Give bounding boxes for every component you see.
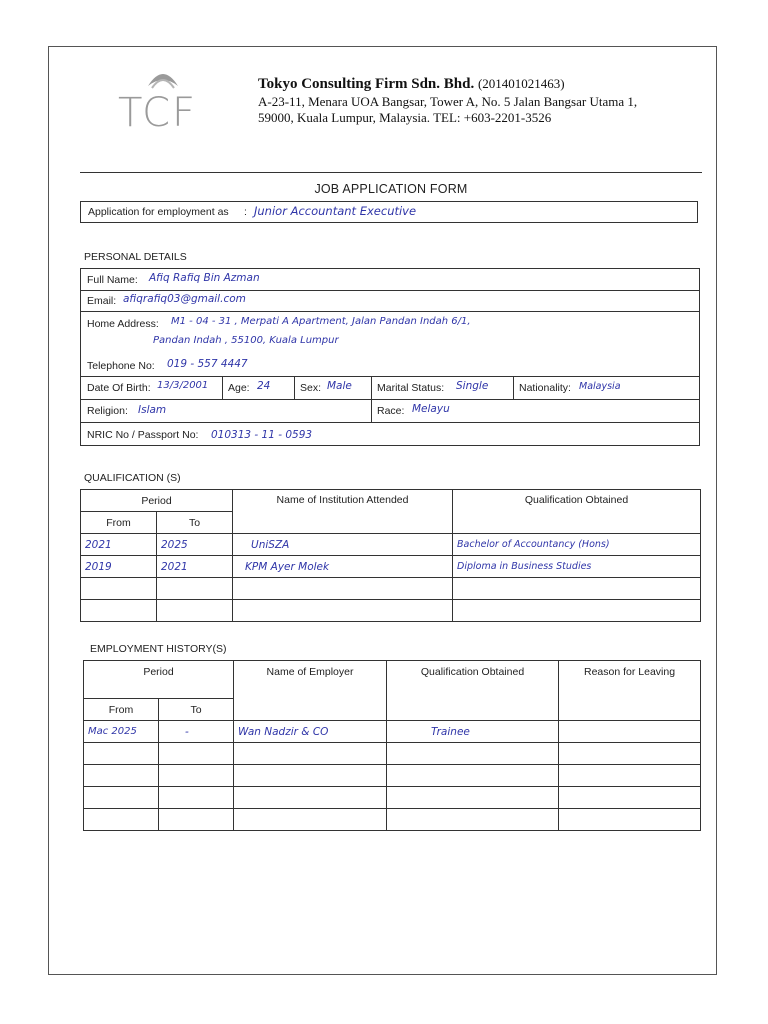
qualification-table (80, 489, 701, 622)
qual-header-period: Period (81, 490, 233, 512)
personal-details-title: PERSONAL DETAILS (84, 251, 187, 263)
race-label: Race: (377, 405, 405, 417)
nationality-label: Nationality: (519, 382, 571, 394)
table-row (81, 556, 701, 578)
full-name-value[interactable]: Afiq Rafiq Bin Azman (149, 272, 260, 284)
application-position-value[interactable]: Junior Accountant Executive (254, 204, 417, 218)
telephone-label: Telephone No: (87, 360, 155, 372)
emp-from-cell[interactable] (84, 743, 159, 765)
qual-to-cell[interactable]: 2021 (157, 556, 233, 578)
company-logo (118, 64, 208, 136)
emp-reason-cell[interactable] (559, 721, 701, 743)
emp-qualification-cell[interactable] (387, 743, 559, 765)
religion-value[interactable]: Islam (138, 404, 167, 416)
pd-vdivider-sex (371, 376, 372, 422)
nric-value[interactable]: 010313 - 11 - 0593 (211, 429, 313, 441)
company-name-text: Tokyo Consulting Firm Sdn. Bhd. (258, 76, 475, 92)
emp-from-cell[interactable]: Mac 2025 (84, 721, 159, 743)
qual-to-cell[interactable] (157, 600, 233, 622)
telephone-value[interactable]: 019 - 557 4447 (167, 358, 248, 370)
emp-header-period: Period (84, 661, 234, 699)
qualification-header-row (81, 490, 701, 512)
marital-status-label: Marital Status: (377, 382, 445, 394)
qual-institution-cell[interactable]: KPM Ayer Molek (233, 556, 453, 578)
table-row (84, 743, 701, 765)
pd-divider-2 (81, 311, 699, 312)
qual-qualification-cell[interactable] (453, 600, 701, 622)
qual-institution-cell[interactable] (233, 578, 453, 600)
full-name-label: Full Name: (87, 274, 138, 286)
emp-employer-cell[interactable] (234, 743, 387, 765)
company-name (258, 76, 565, 93)
qual-from-cell[interactable]: 2021 (81, 534, 157, 556)
emp-to-cell[interactable]: - (159, 721, 234, 743)
company-address-line1: A-23-11, Menara UOA Bangsar, Tower A, No. 5 Jalan Bangsar Utama 1, (258, 94, 638, 109)
personal-details-box (80, 268, 700, 446)
emp-employer-cell[interactable] (234, 787, 387, 809)
qual-institution-cell[interactable]: UniSZA (233, 534, 453, 556)
table-row (84, 809, 701, 831)
nationality-value[interactable]: Malaysia (579, 381, 621, 392)
logo-text: TCF (118, 90, 198, 136)
home-address-label: Home Address: (87, 318, 159, 330)
table-row (81, 600, 701, 622)
emp-header-qualification: Qualification Obtained (387, 661, 559, 721)
qualification-title: QUALIFICATION (S) (84, 472, 181, 484)
emp-reason-cell[interactable] (559, 743, 701, 765)
emp-qualification-cell[interactable] (387, 809, 559, 831)
emp-from-cell[interactable] (84, 787, 159, 809)
qual-from-cell[interactable] (81, 600, 157, 622)
dob-label: Date Of Birth: (87, 382, 151, 394)
company-address (258, 94, 637, 126)
qual-to-cell[interactable] (157, 578, 233, 600)
qual-institution-cell[interactable] (233, 600, 453, 622)
qual-qualification-cell[interactable]: Diploma in Business Studies (453, 556, 701, 578)
qual-from-cell[interactable] (81, 578, 157, 600)
emp-reason-cell[interactable] (559, 809, 701, 831)
pd-divider-3 (81, 376, 699, 377)
pd-vdivider-marital (513, 376, 514, 399)
pd-vdivider-age (294, 376, 295, 399)
emp-reason-cell[interactable] (559, 765, 701, 787)
qual-header-from: From (81, 512, 157, 534)
age-value[interactable]: 24 (257, 380, 271, 392)
emp-qualification-cell[interactable] (387, 787, 559, 809)
table-row (81, 534, 701, 556)
form-title: JOB APPLICATION FORM (314, 182, 468, 196)
home-address-line1[interactable]: M1 - 04 - 31 , Merpati A Apartment, Jalan Pandan Indah 6/1, (171, 316, 471, 327)
application-position-box (80, 201, 698, 223)
application-colon: : (244, 206, 247, 218)
sex-value[interactable]: Male (327, 380, 352, 392)
emp-employer-cell[interactable]: Wan Nadzir & CO (234, 721, 387, 743)
emp-to-cell[interactable] (159, 787, 234, 809)
qual-header-to: To (157, 512, 233, 534)
nric-label: NRIC No / Passport No: (87, 429, 199, 441)
emp-reason-cell[interactable] (559, 787, 701, 809)
employment-header-row (84, 661, 701, 699)
qual-header-institution: Name of Institution Attended (233, 490, 453, 534)
table-row (84, 787, 701, 809)
dob-value[interactable]: 13/3/2001 (157, 380, 209, 391)
pd-divider-4 (81, 399, 699, 400)
qual-to-cell[interactable]: 2025 (157, 534, 233, 556)
emp-header-employer: Name of Employer (234, 661, 387, 721)
company-reg-no: (201401021463) (477, 76, 565, 91)
emp-header-from: From (84, 699, 159, 721)
sex-label: Sex: (300, 382, 322, 394)
emp-to-cell[interactable] (159, 809, 234, 831)
home-address-line2[interactable]: Pandan Indah , 55100, Kuala Lumpur (153, 335, 339, 346)
employment-table (83, 660, 701, 831)
header-divider (80, 172, 702, 173)
employment-title: EMPLOYMENT HISTORY(S) (90, 643, 227, 655)
emp-qualification-cell[interactable] (387, 765, 559, 787)
emp-employer-cell[interactable] (234, 765, 387, 787)
emp-from-cell[interactable] (84, 765, 159, 787)
emp-to-cell[interactable] (159, 765, 234, 787)
emp-qualification-cell[interactable]: Trainee (387, 721, 559, 743)
pd-vdivider-dob (222, 376, 223, 399)
company-address-line2: 59000, Kuala Lumpur, Malaysia. TEL: +603-2201-3526 (258, 110, 552, 125)
religion-label: Religion: (87, 405, 128, 417)
email-label: Email: (87, 295, 117, 307)
qual-qualification-cell[interactable] (453, 578, 701, 600)
emp-to-cell[interactable] (159, 743, 234, 765)
pd-divider-5 (81, 422, 699, 423)
table-row (81, 578, 701, 600)
table-row (84, 721, 701, 743)
pd-divider-1 (81, 290, 699, 291)
qual-from-cell[interactable]: 2019 (81, 556, 157, 578)
table-row (84, 765, 701, 787)
emp-header-to: To (159, 699, 234, 721)
marital-status-value[interactable]: Single (456, 380, 489, 392)
application-label: Application for employment as (88, 206, 229, 218)
race-value[interactable]: Melayu (412, 403, 450, 415)
qual-header-qualification: Qualification Obtained (453, 490, 701, 534)
emp-header-reason: Reason for Leaving (559, 661, 701, 721)
qual-qualification-cell[interactable]: Bachelor of Accountancy (Hons) (453, 534, 701, 556)
age-label: Age: (228, 382, 250, 394)
email-value[interactable]: afiqrafiq03@gmail.com (123, 293, 246, 305)
emp-employer-cell[interactable] (234, 809, 387, 831)
emp-from-cell[interactable] (84, 809, 159, 831)
